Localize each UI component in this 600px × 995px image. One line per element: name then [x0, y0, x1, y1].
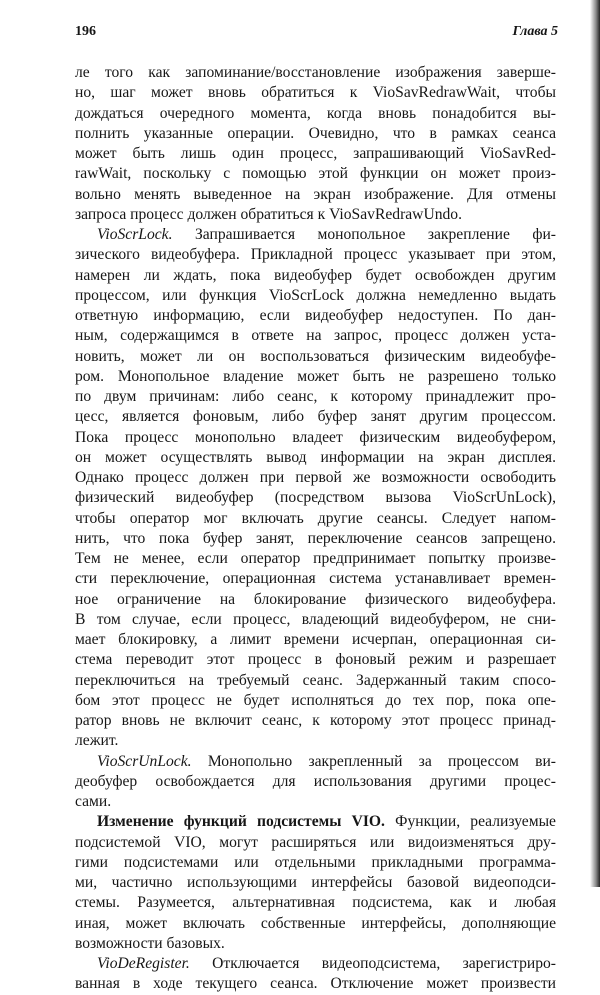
text-line	[75, 83, 556, 103]
page-header	[75, 24, 558, 44]
line-text: Монопольно закрепленный за процессом ви-	[191, 752, 556, 770]
line-text: Функции, реализуемые	[384, 813, 556, 831]
text-line	[75, 711, 556, 731]
line-text: деобуфер освобождается для использования другими процес-	[75, 772, 556, 790]
line-text: зического видеобуфера. Прикладной процесс указывает при этом,	[75, 246, 556, 264]
line-text: подсистемой VIO, могут расширяться или видоизменяться дру-	[75, 833, 556, 851]
line-text: запроса процесс должен обратиться к VioSavRedrawUndo.	[75, 205, 462, 223]
text-line	[75, 63, 556, 83]
text-line	[75, 630, 556, 650]
line-text: rawWait, поскольку с помощью этой функции он может произ-	[75, 165, 556, 183]
text-line	[75, 873, 556, 893]
page-number: 196	[75, 24, 96, 39]
text-line	[75, 590, 556, 610]
chapter-title: Глава 5	[512, 24, 558, 39]
line-text: нить, что пока буфер занят, переключение сеансов запрещено.	[75, 529, 556, 547]
page-edge-shadow	[590, 0, 600, 887]
line-text: Однако процесс должен при первой же возможности освободить	[75, 469, 556, 486]
text-line	[75, 326, 556, 346]
function-term: VioScrUnLock.	[97, 752, 192, 770]
line-text: ответную информацию, если видеобуфер недоступен. По дан-	[75, 307, 556, 324]
line-text: иная, может включать собственные интерфейсы, дополняющие	[75, 914, 556, 932]
text-line	[75, 428, 556, 448]
line-text: ное ограничение на блокирование физического видеобуфера.	[75, 590, 556, 608]
line-text: процессом, или функция VioScrLock должна немедленно выдать	[75, 286, 556, 304]
text-line	[75, 772, 556, 792]
text-line	[75, 306, 556, 326]
text-line	[75, 610, 556, 630]
line-text: вольно менять выведенное на экран изображение. Для отмены	[75, 185, 556, 203]
text-line	[75, 853, 556, 873]
text-line	[75, 448, 556, 468]
line-text: мает блокировку, а лимит времени исчерпан, операционная си-	[75, 631, 556, 648]
text-line	[75, 569, 556, 589]
body-text	[75, 63, 556, 995]
text-line	[75, 124, 556, 144]
line-text: ванная в ходе текущего сеанса. Отключение может произвести	[75, 975, 556, 993]
line-text: ром. Монопольное владение может быть не разрешено только	[75, 367, 556, 385]
line-text: Отключается видеоподсистема, зарегистриро-	[189, 955, 556, 972]
text-line	[75, 812, 556, 832]
line-text: возможности базовых.	[75, 934, 225, 952]
line-text: он может осуществлять вывод информации на экран дисплея.	[75, 448, 556, 466]
line-text: дождаться очередного момента, когда вновь понадобится вы-	[75, 104, 556, 122]
line-text: переключиться на требуемый сеанс. Задержанный таким спосо-	[75, 671, 556, 689]
line-text: Тем не менее, если оператор предпринимает попытку произве-	[75, 550, 556, 567]
line-text: новить, может ли он воспользоваться физическим видеобуфе-	[75, 347, 556, 365]
text-line	[75, 671, 556, 691]
text-line	[75, 974, 556, 994]
section-heading: Изменение функций подсистемы VIO.	[97, 813, 385, 831]
text-line	[75, 731, 556, 751]
text-line	[75, 954, 556, 974]
line-text: сти переключение, операционная система устанавливает времен-	[75, 570, 556, 588]
text-line	[75, 691, 556, 711]
line-text: ратор вновь не включит сеанс, к которому этот процесс принад-	[75, 712, 556, 729]
text-line	[75, 407, 556, 427]
text-line	[75, 225, 556, 245]
text-line	[75, 144, 556, 164]
text-line	[75, 833, 556, 853]
line-text: Пока процесс монопольно владеет физическим видеобуфером,	[75, 428, 556, 446]
text-line	[75, 245, 556, 265]
line-text: полнить указанные операции. Очевидно, что в рамках сеанса	[75, 124, 556, 142]
line-text: ным, содержащимся в ответе на запрос, процесс должен уста-	[75, 327, 556, 345]
text-line	[75, 549, 556, 569]
line-text: бом этот процесс не будет исполняться до тех пор, пока опе-	[75, 691, 556, 709]
text-line	[75, 488, 556, 508]
text-line	[75, 468, 556, 488]
text-line	[75, 752, 556, 772]
line-text: Запрашивается монопольное закрепление фи-	[172, 226, 556, 243]
line-text: но, шаг может вновь обратиться к VioSavRedrawWait, чтобы	[75, 84, 556, 102]
text-line	[75, 650, 556, 670]
text-line	[75, 893, 556, 913]
line-text: стема переводит этот процесс в фоновый режим и разрешает	[75, 651, 556, 669]
line-text: цесс, является фоновым, либо буфер занят другим процессом.	[75, 408, 556, 426]
text-line	[75, 387, 556, 407]
line-text: сами.	[75, 793, 112, 810]
function-term: VioDeRegister.	[97, 955, 190, 972]
line-text: ле того как запоминание/восстановление изображения заверше-	[75, 64, 556, 81]
text-line	[75, 914, 556, 934]
text-line	[75, 529, 556, 549]
text-line	[75, 347, 556, 367]
line-text: по двум причинам: либо сеанс, к которому принадлежит про-	[75, 388, 556, 405]
line-text: В том случае, если процесс, владеющий видеобуфером, не сни-	[75, 610, 556, 628]
text-line	[75, 792, 556, 812]
line-text: физический видеобуфер (посредством вызова VioScrUnLock),	[75, 489, 556, 507]
text-line	[75, 934, 556, 954]
text-line	[75, 185, 556, 205]
line-text: стемы. Разумеется, альтернативная подсистема, как и любая	[75, 894, 556, 912]
text-line	[75, 205, 556, 225]
line-text: может быть лишь один процесс, запрашивающий VioSavRed-	[75, 145, 556, 162]
line-text: лежит.	[75, 732, 119, 750]
text-line	[75, 367, 556, 387]
text-line	[75, 509, 556, 529]
line-text: гими подсистемами или отдельными прикладными программа-	[75, 853, 556, 871]
line-text: намерен ли ждать, пока видеобуфер будет освобожден другим	[75, 266, 556, 284]
text-line	[75, 104, 556, 124]
text-line	[75, 286, 556, 306]
line-text: ми, частично использующими интерфейсы базовой видеоподси-	[75, 874, 556, 891]
line-text: чтобы оператор мог включать другие сеансы. Следует напом-	[75, 509, 556, 527]
text-line	[75, 266, 556, 286]
function-term: VioScrLock.	[97, 226, 173, 243]
text-line	[75, 164, 556, 184]
